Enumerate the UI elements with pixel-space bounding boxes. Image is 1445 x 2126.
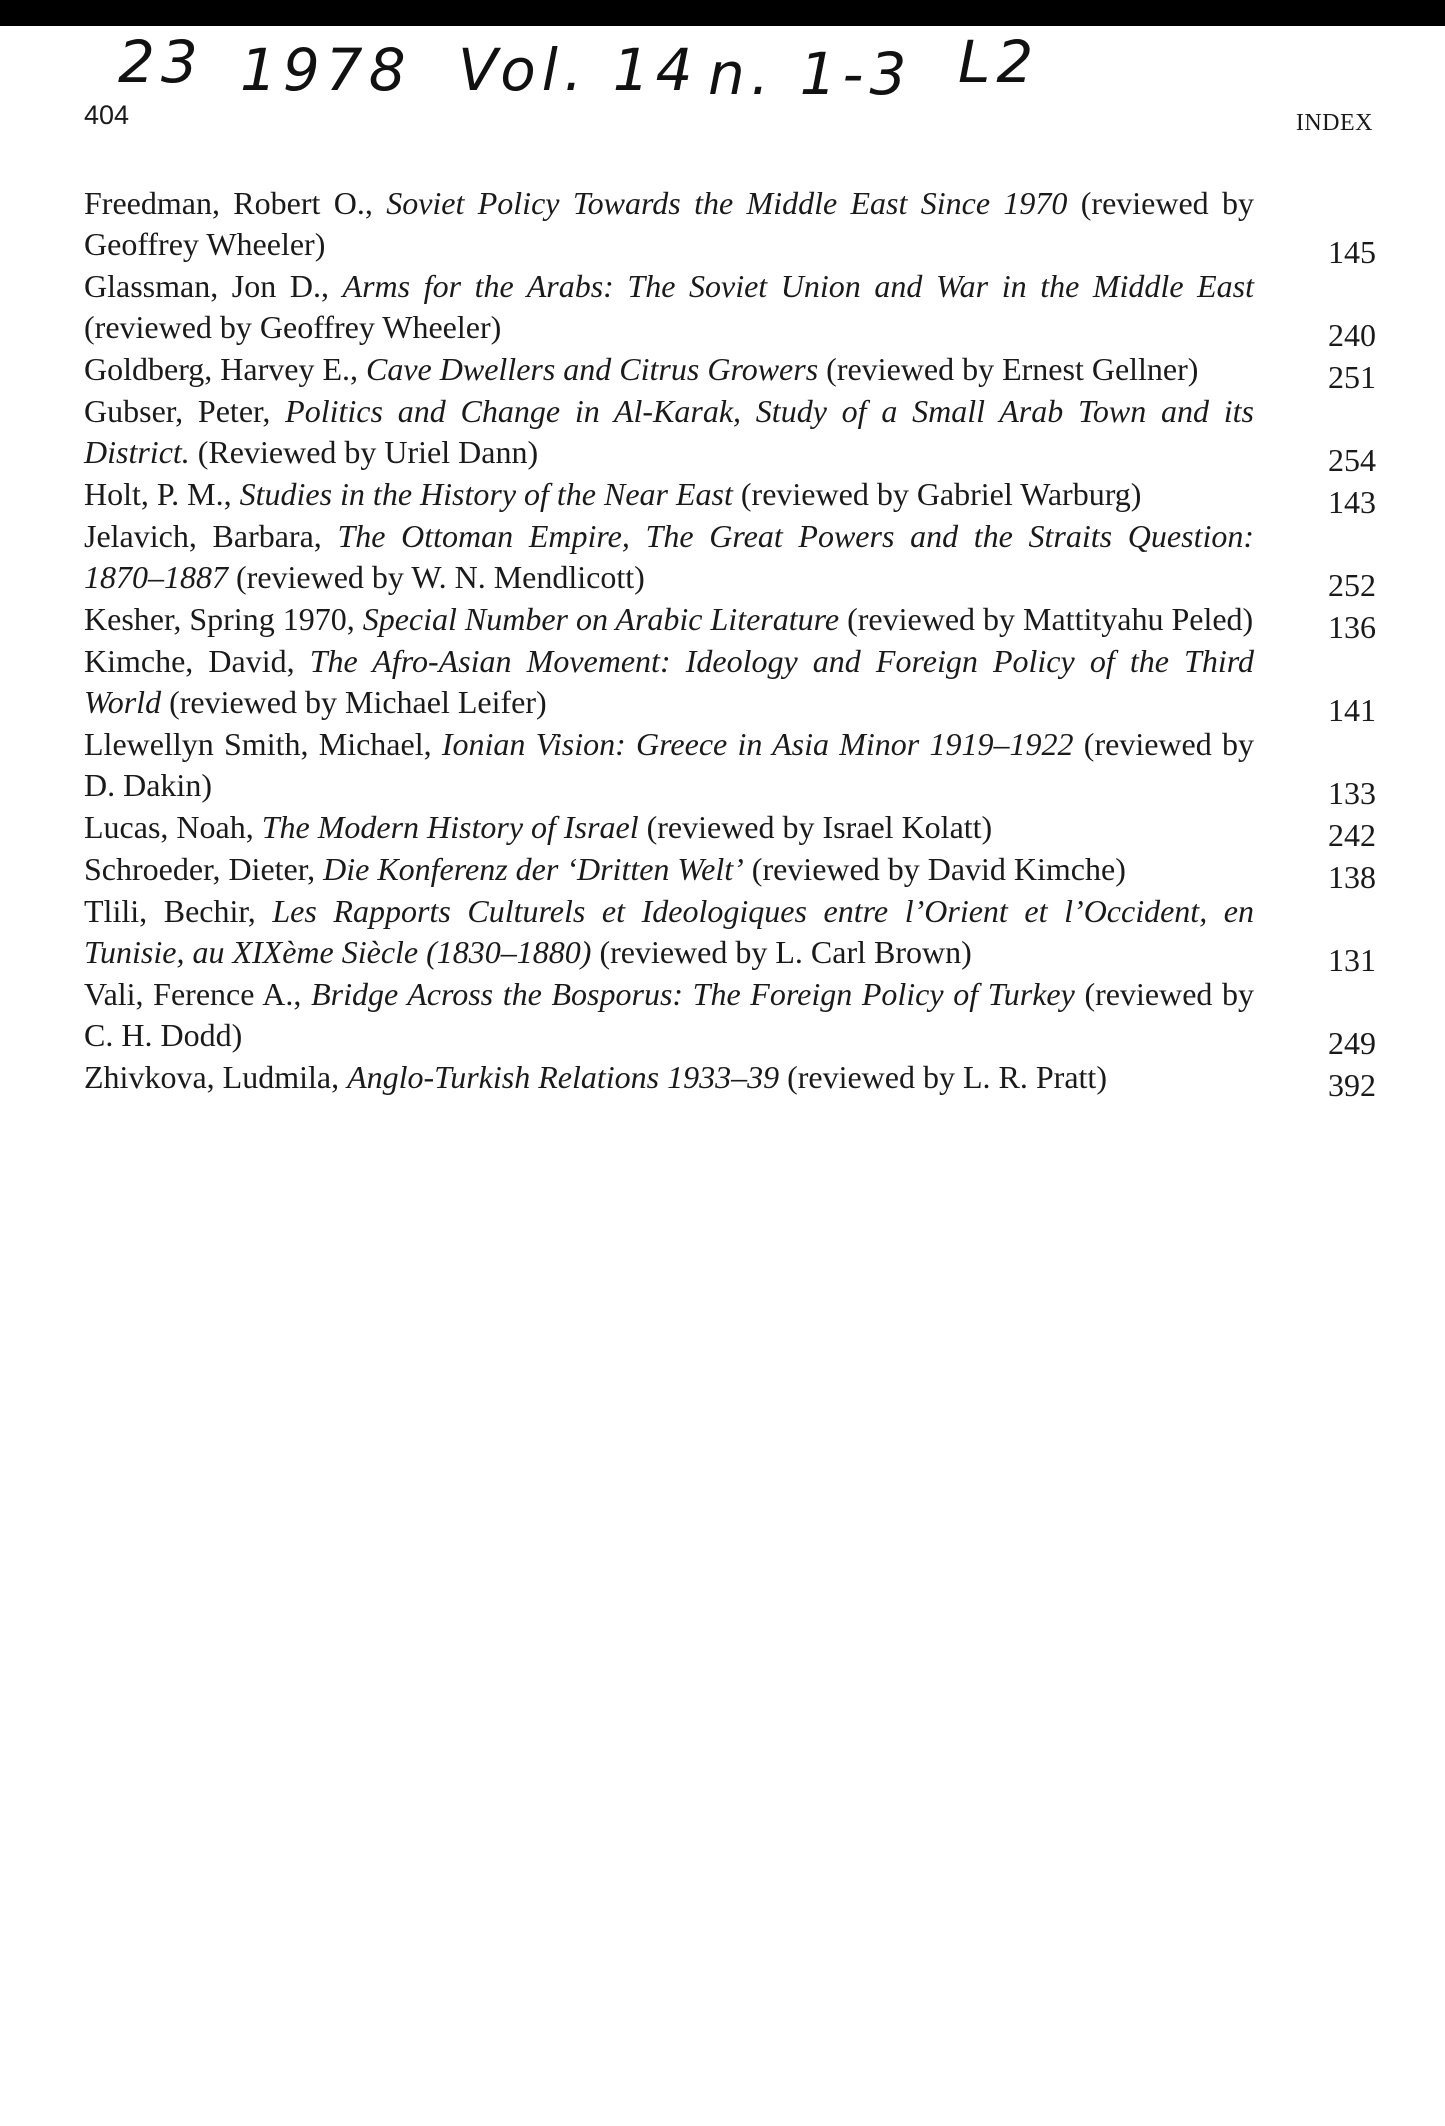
handwritten-vol: Vol. 14 [458,36,699,104]
entry-reviewer: (reviewed by Michael Leifer) [161,684,547,720]
entry-citation [84,849,1254,890]
entry-title: Special Number on Arabic Literature [362,601,840,637]
entry-reviewer: (reviewed by C. H. Dodd) [84,976,1255,1053]
entry-citation [84,807,1254,848]
entry-reviewer: (reviewed by Geoffrey Wheeler) [84,185,1255,262]
entry-author: Kesher, Spring 1970, [84,601,363,637]
handwritten-code: L2 [958,28,1040,96]
entry-page-number: 392 [1328,1067,1376,1103]
entry-page-number: 133 [1328,775,1376,811]
index-entry [84,1057,1376,1103]
entry-citation [84,1057,1254,1098]
index-entry [84,183,1376,270]
entry-page-number: 138 [1328,859,1376,895]
entry-reviewer: (reviewed by Ernest Gellner) [818,351,1199,387]
entry-title: The Modern History of Israel [261,809,639,845]
entry-citation [84,266,1254,348]
index-entries [84,183,1376,1103]
entry-reviewer: (reviewed by L. R. Pratt) [779,1059,1107,1095]
entry-title: Politics and Change in Al-Karak, Study of a Small Arab Town and its District. [84,393,1254,470]
entry-page-number: 252 [1328,567,1376,603]
index-entry [84,349,1376,395]
entry-citation [84,474,1254,515]
entry-citation [84,724,1254,806]
entry-page-number: 249 [1328,1025,1376,1061]
entry-citation [84,391,1254,473]
entry-reviewer: (reviewed by David Kimche) [743,851,1126,887]
index-entry [84,391,1376,478]
handwritten-volume-number: 23 [118,28,204,96]
entry-title: Ionian Vision: Greece in Asia Minor 1919–1922 [441,726,1074,762]
entry-title: Les Rapports Culturels et Ideologiques entre l’Orient et l’Occident, en Tunisie, au XIXème Siècle (1830–1880) [84,893,1255,970]
entry-author: Holt, P. M., [84,476,240,512]
entry-author: Gubser, Peter, [84,393,286,429]
handwritten-issues: n. 1-3 [708,40,913,108]
entry-citation [84,891,1254,973]
entry-author: Zhivkova, Ludmila, [84,1059,348,1095]
entry-page-number: 240 [1328,317,1376,353]
handwritten-year: 1978 [240,36,412,104]
entry-title: Cave Dwellers and Citrus Growers [366,351,819,387]
index-entry [84,641,1376,728]
entry-page-number: 131 [1328,942,1376,978]
entry-author: Vali, Ference A., [84,976,312,1012]
entry-reviewer: (reviewed by D. Dakin) [84,726,1255,803]
entry-reviewer: (Reviewed by Uriel Dann) [189,434,539,470]
entry-page-number: 136 [1328,609,1376,645]
entry-author: Llewellyn Smith, Michael, [84,726,442,762]
entry-citation [84,599,1254,640]
entry-author: Tlili, Bechir, [84,893,273,929]
entry-citation [84,183,1254,265]
index-entry [84,266,1376,353]
entry-author: Schroeder, Dieter, [84,851,324,887]
entry-page-number: 251 [1328,359,1376,395]
index-entry [84,516,1376,603]
entry-title: Studies in the History of the Near East [239,476,733,512]
entry-author: Lucas, Noah, [84,809,262,845]
entry-title: Bridge Across the Bosporus: The Foreign Policy of Turkey [311,976,1075,1012]
entry-author: Kimche, David, [84,643,310,679]
running-header: INDEX [1295,110,1373,136]
entry-title: Die Konferenz der ‘Dritten Welt’ [323,851,744,887]
index-entry [84,474,1376,520]
entry-citation [84,641,1254,723]
entry-title: Anglo-Turkish Relations 1933–39 [347,1059,780,1095]
index-entry [84,891,1376,978]
entry-author: Freedman, Robert O., [84,185,387,221]
page-number: 404 [84,100,130,130]
scan-top-border [0,0,1445,26]
index-entry [84,599,1376,645]
entry-title: The Ottoman Empire, The Great Powers and the Straits Question: 1870–1887 [84,518,1255,595]
entry-page-number: 254 [1328,442,1376,478]
entry-page-number: 145 [1328,234,1376,270]
entry-citation [84,974,1254,1056]
index-entry [84,849,1376,895]
entry-author: Goldberg, Harvey E., [84,351,366,387]
index-entry [84,974,1376,1061]
entry-page-number: 242 [1328,817,1376,853]
entry-reviewer: (reviewed by Mattityahu Peled) [839,601,1254,637]
entry-citation [84,349,1254,390]
entry-reviewer: (reviewed by Israel Kolatt) [638,809,993,845]
handwritten-annotation [118,28,1378,128]
entry-title: Arms for the Arabs: The Soviet Union and War in the Middle East [342,268,1254,304]
index-entry [84,724,1376,811]
entry-page-number: 141 [1328,692,1376,728]
entry-reviewer: (reviewed by W. N. Mendlicott) [228,559,645,595]
entry-page-number: 143 [1328,484,1376,520]
entry-title: Soviet Policy Towards the Middle East Since 1970 [386,185,1068,221]
entry-reviewer: (reviewed by L. Carl Brown) [591,934,972,970]
entry-reviewer: (reviewed by Geoffrey Wheeler) [84,309,502,345]
entry-author: Glassman, Jon D., [84,268,343,304]
entry-author: Jelavich, Barbara, [84,518,338,554]
entry-title: The Afro-Asian Movement: Ideology and Foreign Policy of the Third World [84,643,1254,720]
index-entry [84,807,1376,853]
entry-reviewer: (reviewed by Gabriel Warburg) [732,476,1142,512]
entry-citation [84,516,1254,598]
